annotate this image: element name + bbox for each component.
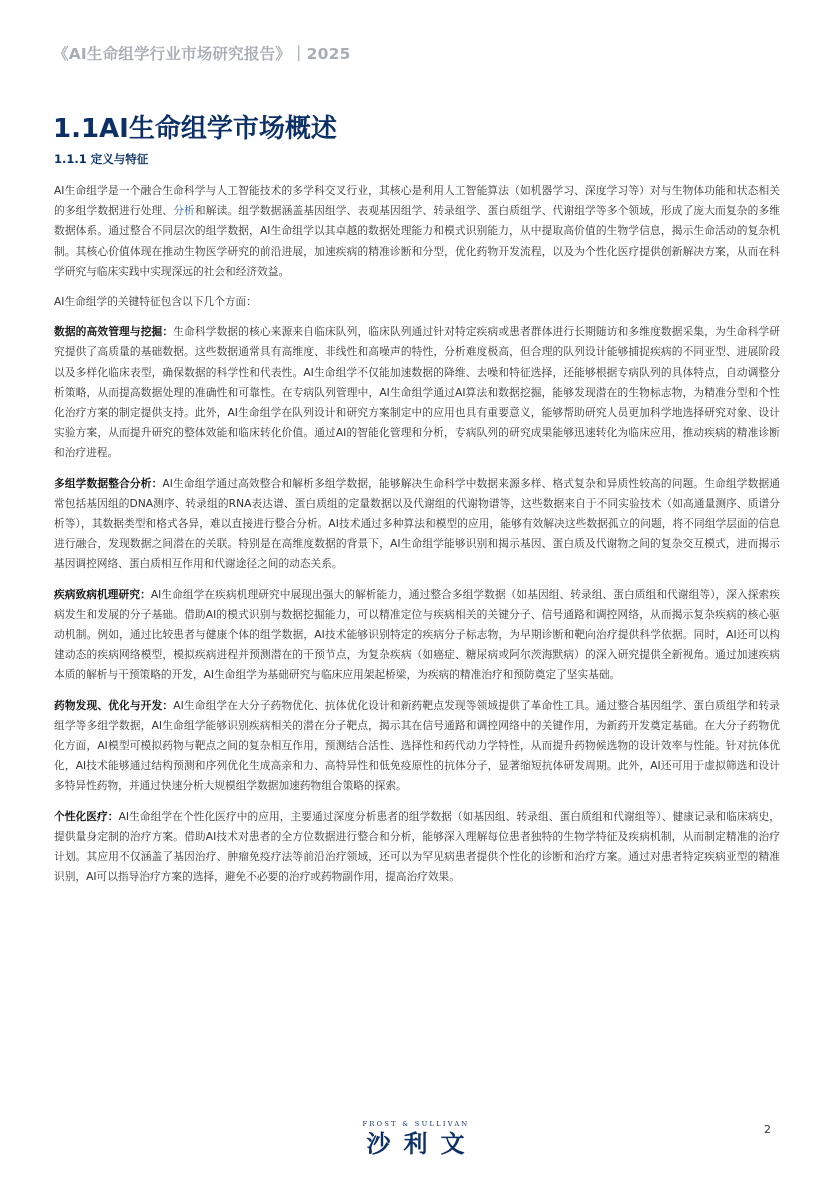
- intro-text-part1: AI生命组学是一个融合生命科学与人工智能技术的多学科交叉行业，其核心是利用人工智能算法（如机器学习、深度学习等）对与生物体功能和状态相关的多组学数据进行处理、: [54, 184, 780, 218]
- feature-text: 生命科学数据的核心来源来自临床队列，临床队列通过针对特定疾病或患者群体进行长期随访和多维度数据采集，为生命科学研究提供了高质量的基础数据。这些数据通常具有高维度、非线性和高噪声的特性，分析难度极高，但合理的队列设计能够捕捉疾病的不同亚型、进展阶段以及多样化临床表型，确保数据的科学性和代表性。AI生命组学不仅能加速数据的降维、去噪和特征选择，还能够根据专病队列的具体特点，自动调整分析策略，从而提高数据处理的准确性和可靠性。在专病队列管理中，AI生命组学通过AI算法和数据挖掘，能够发现潜在的生物标志物，为精准分型和个性化治疗方案的制定提供支持。此外，AI生命组学在队列设计和研究方案制定中的应用也具有重要意义，能够帮助研究人员更加科学地选择研究对象、设计实验方案，从而提升研究的整体效能和临床转化价值。通过AI的智能化管理和分析，专病队列的研究成果能够迅速转化为临床应用，推动疾病的精准诊断和治疗进程。: [54, 325, 780, 460]
- feature-text: AI生命组学通过高效整合和解析多组学数据，能够解决生命科学中数据来源多样、格式复杂和异质性较高的问题。生命组学数据通常包括基因组的DNA测序、转录组的RNA表达谱、蛋白质组的定量数据以及代谢组的代谢物谱等，这些数据来自于不同实验技术（如高通量测序、质谱分析等），其数据类型和格式各异，难以直接进行整合分析。AI技术通过多种算法和模型的应用，能够有效解决这些数据孤立的问题，将不同组学层面的信息进行融合，发现数据之间潜在的关联。特别是在高维度数据的背景下，AI生命组学能够识别和揭示基因、蛋白质及代谢物之间的复杂交互模式，进而揭示基因调控网络、蛋白质相互作用和代谢途径之间的动态关系。: [54, 476, 780, 571]
- feature-paragraph-disease-mechanism: [54, 585, 780, 686]
- feature-lead: 数据的高效管理与挖掘：: [54, 325, 174, 339]
- logo-english-text: FROST & SULLIVAN: [362, 1120, 470, 1128]
- frost-sullivan-logo: [349, 1119, 483, 1159]
- feature-text: AI生命组学在个性化医疗中的应用，主要通过深度分析患者的组学数据（如基因组、转录组、蛋白质组和代谢组等）、健康记录和临床病史，提供量身定制的治疗方案。借助AI技术对患者的全方位数据进行整合和分析，能够深入理解每位患者独特的生物学特征及疾病机制，从而制定精准的治疗计划。其应用不仅涵盖了基因治疗、肿瘤免疫疗法等前沿治疗领域，还可以为罕见病患者提供个性化的诊断和治疗方案。通过对患者特定疾病亚型的精准识别，AI可以指导治疗方案的选择，避免不必要的治疗或药物副作用，提高治疗效果。: [54, 809, 780, 884]
- feature-lead: 个性化医疗：: [54, 809, 119, 823]
- feature-paragraph-data-management: [54, 322, 780, 463]
- logo-chinese-text: 沙利文: [366, 1130, 478, 1158]
- feature-paragraph-personalized-medicine: [54, 807, 780, 888]
- feature-lead: 多组学数据整合分析：: [54, 476, 163, 490]
- body-text: [54, 181, 780, 898]
- feature-text: AI生命组学在疾病机理研究中展现出强大的解析能力，通过整合多组学数据（如基因组、转录组、蛋白质组和代谢组等），深入探索疾病发生和发展的分子基础。借助AI的模式识别与数据挖掘能力，可以精准定位与疾病相关的关键分子、信号通路和调控网络，从而揭示复杂疾病的核心驱动机制。例如，通过比较患者与健康个体的组学数据，AI技术能够识别特定的疾病分子标志物，为早期诊断和靶向治疗提供科学依据。同时，AI还可以构建动态的疾病网络模型，模拟疾病进程并预测潜在的干预节点，为复杂疾病（如癌症、糖尿病或阿尔茨海默病）的深入研究提供全新视角。通过加速疾病本质的解析与干预策略的开发，AI生命组学为基础研究与临床应用架起桥梁，为疾病的精准治疗和预防奠定了坚实基础。: [54, 587, 780, 682]
- intro-highlight-link[interactable]: 分析: [173, 204, 195, 218]
- running-header: 《AI生命组学行业市场研究报告》｜2025: [53, 45, 351, 63]
- feature-paragraph-drug-discovery: [54, 696, 780, 797]
- subsection-title: 1.1.1 定义与特征: [54, 152, 149, 166]
- features-intro: AI生命组学的关键特征包含以下几个方面：: [54, 295, 257, 309]
- feature-lead: 药物发现、优化与开发：: [54, 698, 174, 712]
- feature-paragraph-multiomics: [54, 474, 780, 575]
- feature-lead: 疾病致病机理研究：: [54, 587, 151, 601]
- section-title: 1.1AI生命组学市场概述: [53, 114, 337, 144]
- feature-text: AI生命组学在大分子药物优化、抗体优化设计和新药靶点发现等领域提供了革命性工具。通过整合基因组学、蛋白质组学和转录组学等多组学数据，AI生命组学能够识别疾病相关的潜在分子靶点，揭示其在信号通路和调控网络中的关键作用，为新药开发奠定基础。在大分子药物优化方面，AI模型可模拟药物与靶点之间的复杂相互作用，预测结合活性、选择性和药代动力学特性，从而提升药物候选物的设计效率与性能。针对抗体优化，AI技术能够通过结构预测和序列优化生成高亲和力、高特异性和低免疫原性的抗体分子，显著缩短抗体研发周期。此外，AI还可用于虚拟筛选和设计多特异性药物，并通过快速分析大规模组学数据加速药物组合策略的探索。: [54, 698, 780, 793]
- page-number: 2: [764, 1123, 771, 1136]
- intro-paragraph: [54, 181, 780, 282]
- intro-text-part2: 和解读。组学数据涵盖基因组学、表观基因组学、转录组学、蛋白质组学、代谢组学等多个领域，形成了庞大而复杂的多维数据体系。通过整合不同层次的组学数据，AI生命组学以其卓越的数据处理能力和模式识别能力，从中提取高价值的生物学信息，揭示生命活动的复杂机制。其核心价值体现在推动生物医学研究的前沿进展，加速疾病的精准诊断和分型，优化药物开发流程，以及为个性化医疗提供创新解决方案，从而在科学研究与临床实践中实现深远的社会和经济效益。: [54, 204, 780, 278]
